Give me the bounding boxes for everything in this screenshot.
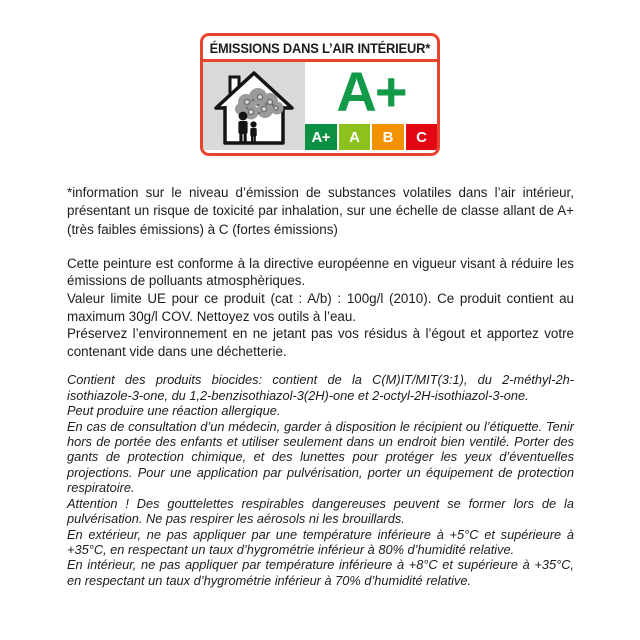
warning-paragraph: En intérieur, ne pas appliquer par température inférieure à +8°C et supérieure à +35°C, en respectant un taux d’hygrométrie inférieur à 70% d’humidité relative. (67, 557, 574, 588)
warning-paragraph: Contient des produits biocides: contient de la C(M)IT/MIT(3:1), du 2-méthyl-2h-isothiazole-3-one, du 1,2-benzisothiazol-3(2H)-one et 2-octyl-2H-isothiazol-3-one. (67, 372, 574, 403)
warning-paragraph: En extérieur, ne pas appliquer par une température inférieure à +5°C et supérieure à +35°C, en respectant un taux d’hygrométrie inférieur à 80% d’humidité relative. (67, 526, 574, 557)
air-emissions-label (200, 33, 440, 156)
house-panel (203, 62, 305, 150)
label-text-block (67, 184, 574, 588)
regulatory-paragraph: Préservez l’environnement en ne jetant pas vos résidus à l’égout et apportez votre contenant vide dans une déchetterie. (67, 326, 574, 359)
house-emissions-icon (203, 62, 305, 150)
label-body (203, 62, 437, 150)
regulatory-paragraph: Valeur limite UE pour ce produit (cat : A/b) : 100g/l (2010). Ce produit contient au maximum 30g/l COV. Nettoyez vos outils à l’eau. (67, 291, 574, 324)
warning-paragraph: Peut produire une réaction allergique. (67, 403, 281, 419)
warning-paragraph: Attention ! Des gouttelettes respirables dangereuses peuvent se former lors de la pulvérisation. Ne pas respirer les aérosols ni les brouillards. (67, 495, 574, 527)
regulatory-section (67, 255, 574, 361)
regulatory-paragraph: Cette peinture est conforme à la directive européenne en vigueur visant à réduire les émissions de polluants atmosphèriques. (67, 255, 574, 289)
scale-grade-c: C (406, 124, 438, 150)
scale-grade-b: B (372, 124, 404, 150)
label-title-text: ÉMISSIONS DANS L’AIR INTÉRIEUR* (209, 39, 431, 56)
warning-paragraph: En cas de consultation d’un médecin, garder à disposition le récipient ou l’étiquette. Tenir hors de portée des enfants et utiliser seulement dans un endroit bien ventilé. Porter des gants de protection chimique, et des lunettes pour protéger les yeux d’éventuelles projections. Pour une application par pulvérisation, porter un équipement de protection respiratoire. (67, 418, 574, 496)
rating-panel (305, 62, 437, 150)
scale-grade-a: A (339, 124, 371, 150)
rating-value: A+ (336, 60, 406, 123)
scale-grade-a-plus: A+ (305, 124, 337, 150)
rating-scale (305, 124, 437, 150)
warnings-section (67, 372, 574, 588)
footnote-paragraph: *information sur le niveau d’émission de substances volatiles dans l’air intérieur, présentant un risque de toxicité par inhalation, sur une échelle de classe allant de A+ (très faibles émissions) à C (fortes émissions) (67, 185, 574, 237)
label-title (203, 36, 437, 62)
